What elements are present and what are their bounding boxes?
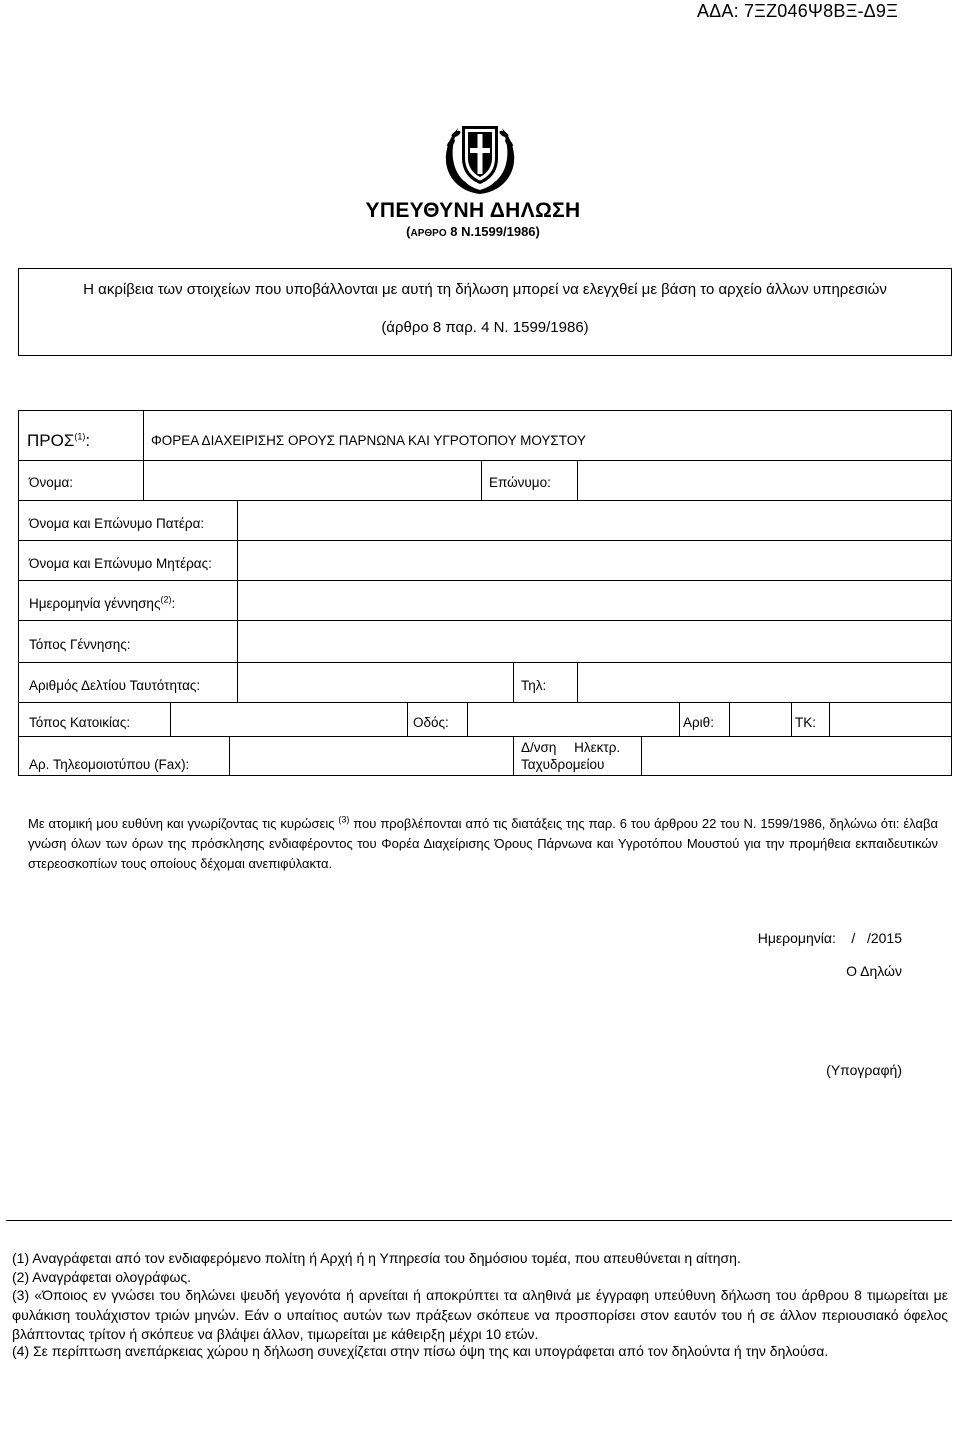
fax-input[interactable] bbox=[231, 741, 509, 771]
notice-line-2: (άρθρο 8 παρ. 4 Ν. 1599/1986) bbox=[381, 319, 589, 336]
email-label-line-2: Ταχυδρομείου bbox=[521, 757, 605, 772]
postcode-input[interactable] bbox=[831, 706, 949, 734]
residence-label: Τόπος Κατοικίας: bbox=[29, 715, 131, 730]
postcode-label: ΤΚ: bbox=[795, 715, 817, 730]
surname-input[interactable] bbox=[579, 465, 949, 495]
row-father bbox=[18, 500, 952, 540]
birthplace-input[interactable] bbox=[239, 625, 949, 657]
email-input[interactable] bbox=[643, 741, 949, 771]
name-input[interactable] bbox=[145, 465, 477, 495]
declaration-text bbox=[28, 814, 938, 874]
father-input[interactable] bbox=[239, 505, 949, 535]
subtitle-law: 8 Ν.1599/1986) bbox=[450, 224, 540, 239]
phone-label: Τηλ: bbox=[521, 678, 547, 693]
footnote-divider bbox=[6, 1220, 952, 1221]
id-label: Αριθμός Δελτίου Ταυτότητας: bbox=[29, 678, 201, 693]
birthdate-label bbox=[29, 596, 175, 611]
subtitle-article: ΑΡΘΡΟ bbox=[410, 228, 447, 239]
residence-input[interactable] bbox=[172, 706, 404, 734]
birthdate-input[interactable] bbox=[239, 585, 949, 615]
declaration-part-2: που προβλέπονται από τις διατάξεις της παρ. 6 του άρθρου 22 του Ν. 1599/1986, δηλώνω ότι: έλαβα γνώση όλων των όρων της πρόσκλησης ενδιαφέροντος του Φορέα Διαχείρισης Όρους Πάρνωνα και Υγροτόπου Μουστού για την προμήθεια εκπαιδευτικών στερεοσκοπίων τους οποίους δέχομαι ανεπιφύλακτα. bbox=[28, 816, 938, 871]
name-label: Όνομα: bbox=[29, 475, 74, 490]
surname-label: Επώνυμο: bbox=[489, 475, 551, 490]
declaration-part-1: Με ατομική μου ευθύνη και γνωρίζοντας τις κυρώσεις bbox=[28, 816, 335, 831]
pros-text: ΠΡΟΣ bbox=[27, 431, 75, 450]
number-input[interactable] bbox=[731, 706, 788, 734]
date-line: Ημερομηνία: / /2015 bbox=[757, 930, 902, 946]
footnote-4: (4) Σε περίπτωση ανεπάρκειας χώρου η δήλωση συνεχίζεται στην πίσω όψη της και υπογράφεται από τον δηλούντα ή την δηλούσα. bbox=[12, 1343, 829, 1359]
mother-label: Όνομα και Επώνυμο Μητέρας: bbox=[29, 556, 212, 571]
pros-colon: : bbox=[85, 431, 91, 450]
phone-input[interactable] bbox=[579, 667, 949, 697]
row-id-phone bbox=[18, 662, 952, 702]
mother-input[interactable] bbox=[239, 545, 949, 575]
recipient-value: ΦΟΡΕΑ ΔΙΑΧΕΙΡΙΣΗΣ ΟΡΟΥΣ ΠΑΡΝΩΝΑ ΚΑΙ ΥΓΡΟΤΟΠΟΥ ΜΟΥΣΤΟΥ bbox=[151, 433, 586, 448]
declarant-label: Ο Δηλών bbox=[846, 963, 902, 979]
birthplace-label: Τόπος Γέννησης: bbox=[29, 637, 131, 652]
footnote-3: (3) «Όποιος εν γνώσει του δηλώνει ψευδή γεγονότα ή αρνείται ή αποκρύπτει τα αληθινά με έγγραφη υπεύθυνη δήλωση του άρθρου 8 τιμωρείται με φυλάκιση τουλάχιστον τριών μηνών. Εάν ο υπαίτιος αυτών των πράξεων σκόπευε να προσπορίσει στον εαυτόν του ή σε άλλον περιουσιακό όφελος βλάπτοντας τρίτον ή σκόπευε να βλάψει άλλον, τιμωρείται με κάθειρξη μέχρι 10 ετών. bbox=[12, 1287, 948, 1342]
birthdate-text: Ημερομηνία γέννησης bbox=[29, 596, 161, 611]
row-fax-email bbox=[18, 736, 952, 776]
pros-sup: (1) bbox=[74, 431, 86, 442]
document-title: ΥΠΕΥΘΥΝΗ ΔΗΛΩΣΗ bbox=[365, 199, 581, 222]
father-label: Όνομα και Επώνυμο Πατέρα: bbox=[29, 516, 205, 531]
row-birthdate bbox=[18, 580, 952, 620]
email-label-line-1: Δ/νση Ηλεκτρ. bbox=[521, 740, 621, 755]
footnote-2: (2) Αναγράφεται ολογράφως. bbox=[12, 1269, 192, 1285]
greek-coat-of-arms-emblem bbox=[440, 118, 520, 196]
verification-notice-box bbox=[18, 268, 952, 356]
pros-label bbox=[27, 431, 90, 451]
birthdate-colon: : bbox=[171, 596, 176, 611]
birthdate-sup: (2) bbox=[160, 594, 172, 605]
street-input[interactable] bbox=[469, 706, 676, 734]
row-residence bbox=[18, 702, 952, 736]
declaration-sup: (3) bbox=[338, 814, 350, 825]
declaration-form bbox=[18, 410, 952, 780]
subtitle-open-paren: ( bbox=[406, 224, 411, 239]
id-input[interactable] bbox=[239, 667, 509, 697]
document-subtitle bbox=[0, 224, 946, 239]
fax-label: Αρ. Τηλεομοιοτύπου (Fax): bbox=[29, 757, 190, 772]
row-birthplace bbox=[18, 620, 952, 662]
street-label: Οδός: bbox=[413, 715, 449, 730]
ada-code: ΑΔΑ: 7ΞΖ046Ψ8ΒΞ-Δ9Ξ bbox=[696, 1, 898, 21]
row-name bbox=[18, 460, 952, 500]
footnote-1: (1) Αναγράφεται από τον ενδιαφερόμενο πολίτη ή Αρχή ή η Υπηρεσία του δημόσιου τομέα, που απευθύνεται η αίτηση. bbox=[12, 1250, 741, 1266]
row-recipient bbox=[18, 410, 952, 460]
notice-line-1: Η ακρίβεια των στοιχείων που υποβάλλονται με αυτή τη δήλωση μπορεί να ελεγχθεί με βάση το αρχείο άλλων υπηρεσιών bbox=[83, 281, 887, 298]
row-mother bbox=[18, 540, 952, 580]
signature-label: (Υπογραφή) bbox=[826, 1062, 902, 1078]
number-label: Αριθ: bbox=[683, 715, 714, 730]
